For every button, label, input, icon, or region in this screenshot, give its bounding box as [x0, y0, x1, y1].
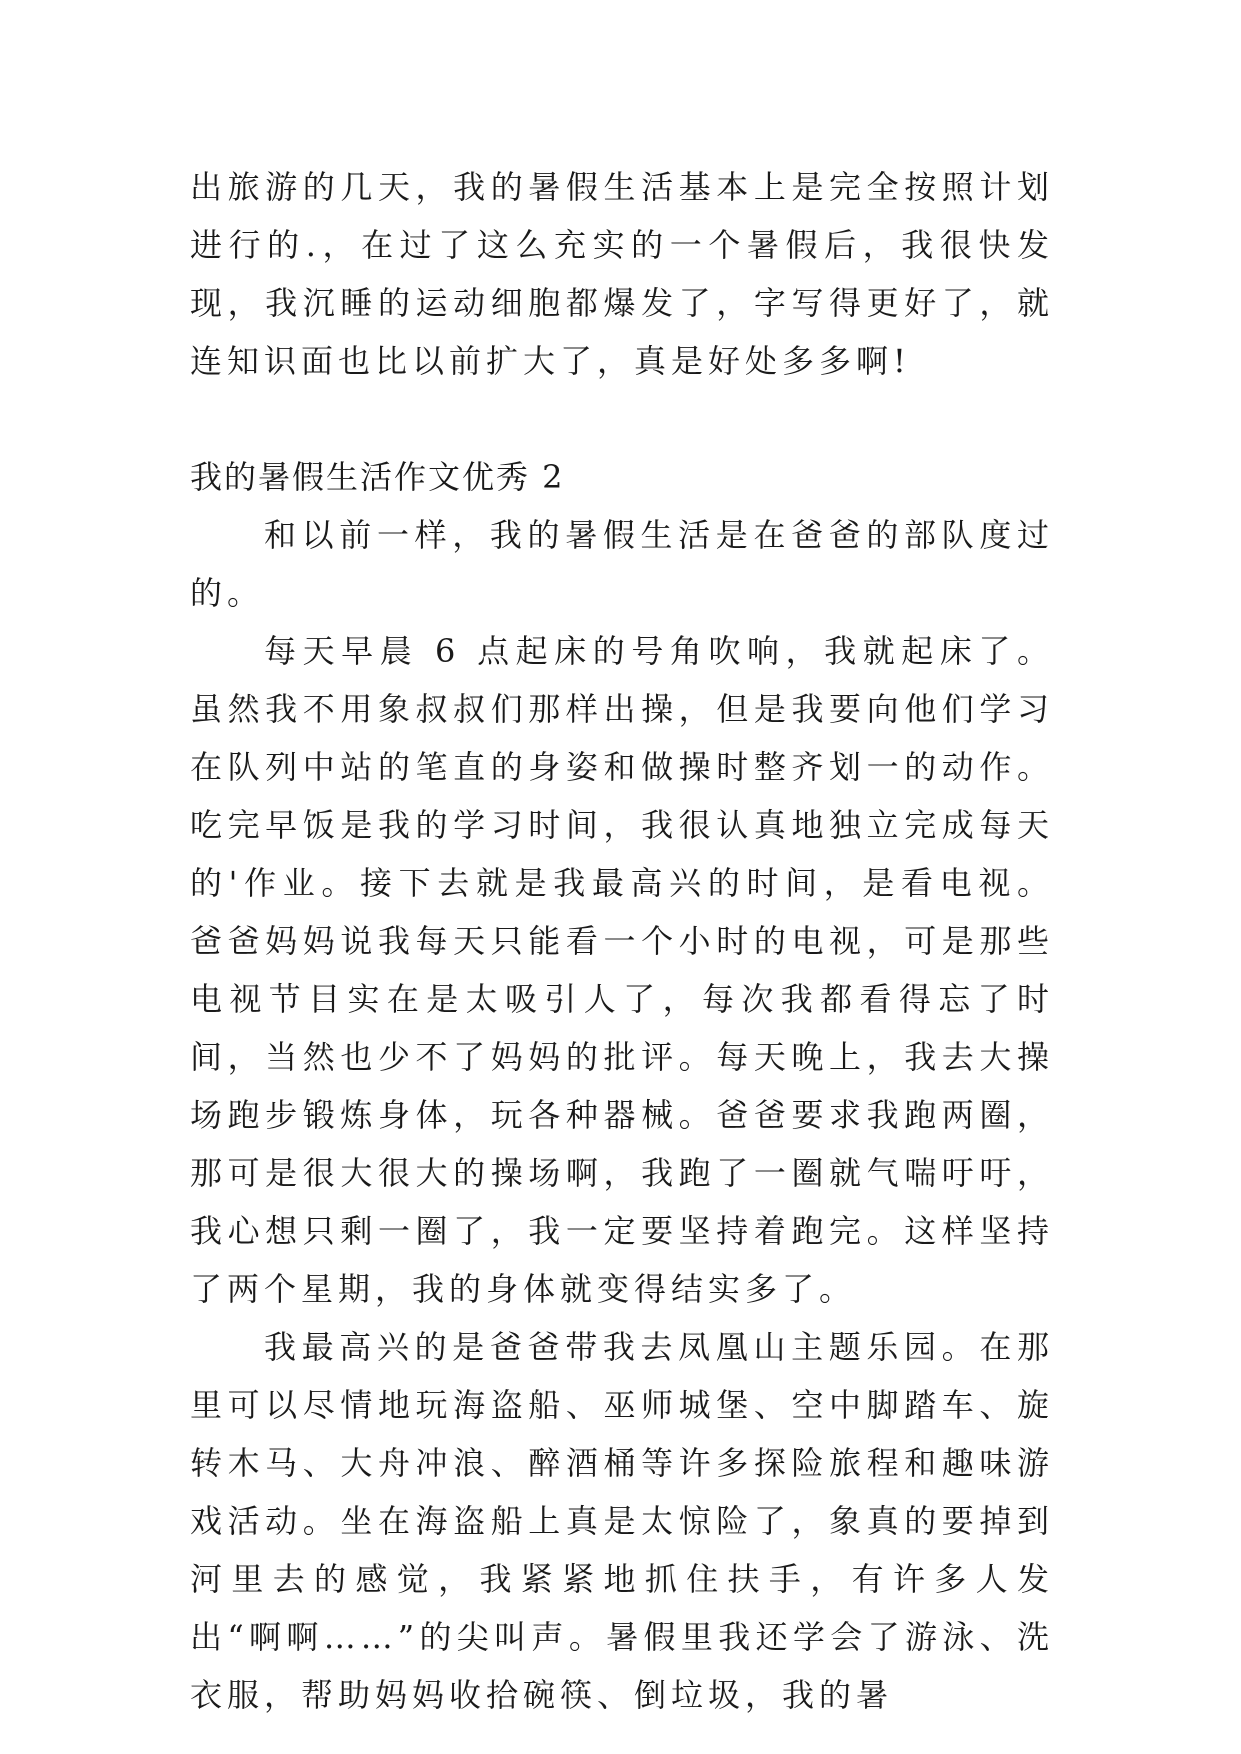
paragraph-2: 每天早晨 6 点起床的号角吹响，我就起床了。虽然我不用象叔叔们那样出操，但是我要向他们学习在队列中站的笔直的身姿和做操时整齐划一的动作。吃完早饭是我的学习时间，我很认真地独立完成每天的'作业。接下去就是我最高兴的时间，是看电视。爸爸妈妈说我每天只能看一个小时的电视，可是那些电视节目实在是太吸引人了，每次我都看得忘了时间，当然也少不了妈妈的批评。每天晚上，我去大操场跑步锻炼身体，玩各种器械。爸爸要求我跑两圈，那可是很大很大的操场啊，我跑了一圈就气喘吁吁，我心想只剩一圈了，我一定要坚持着跑完。这样坚持了两个星期，我的身体就变得结实多了。: [190, 632, 1054, 1308]
continuation-paragraph: 出旅游的几天，我的暑假生活基本上是完全按照计划进行的.，在过了这么充实的一个暑假后，我很快发现，我沉睡的运动细胞都爆发了，字写得更好了，就连知识面也比以前扩大了，真是好处多多啊!: [190, 168, 1054, 380]
paragraph-1: 和以前一样，我的暑假生活是在爸爸的部队度过的。: [190, 516, 1054, 612]
document-body: [190, 158, 1054, 1724]
section-title: 我的暑假生活作文优秀 2: [190, 458, 565, 496]
paragraph-3: 我最高兴的是爸爸带我去凤凰山主题乐园。在那里可以尽情地玩海盗船、巫师城堡、空中脚踏车、旋转木马、大舟冲浪、醉酒桶等许多探险旅程和趣味游戏活动。坐在海盗船上真是太惊险了，象真的要掉到河里去的感觉，我紧紧地抓住扶手，有许多人发出“啊啊……”的尖叫声。暑假里我还学会了游泳、洗衣服，帮助妈妈收拾碗筷、倒垃圾，我的暑: [190, 1328, 1054, 1714]
